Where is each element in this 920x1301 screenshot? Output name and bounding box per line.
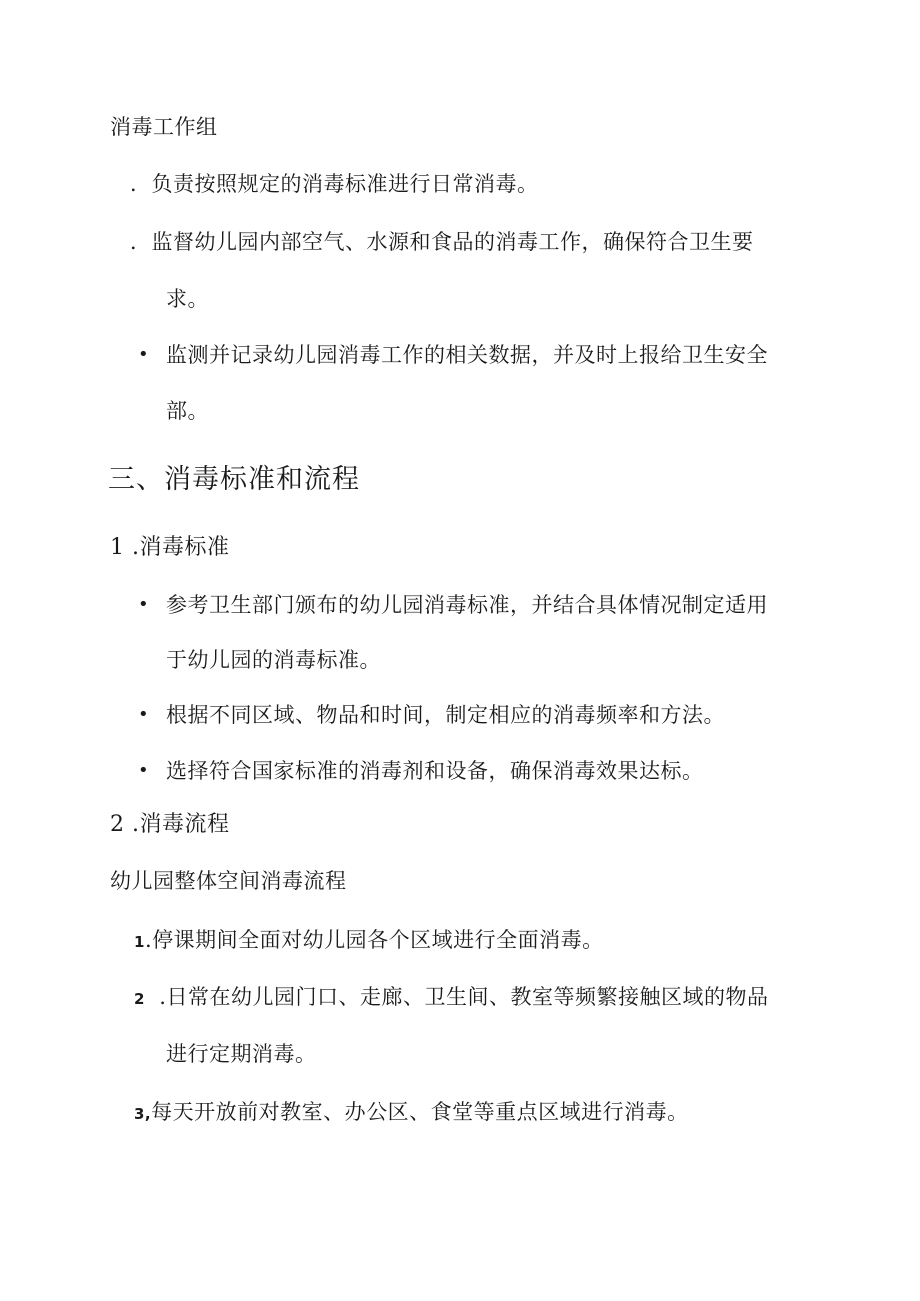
subsection-1-title (110, 533, 230, 563)
bullet-icon: • (138, 760, 149, 781)
group-bullet-line1: 监测并记录幼儿园消毒工作的相关数据，并及时上报给卫生安全 (166, 343, 768, 367)
standard-bullet-3: 选择符合国家标准的消毒剂和设备，确保消毒效果达标。 (166, 759, 704, 783)
process-step-3-text: 每天开放前对教室、办公区、食堂等重点区域进行消毒。 (151, 1100, 689, 1124)
bullet-icon: • (138, 704, 149, 725)
process-step-1-text: .停课期间全面对幼儿园各个区域进行全面消毒。 (144, 928, 604, 952)
process-step-1 (134, 925, 604, 957)
group-item-1: ．负责按照规定的消毒标准进行日常消毒。 (130, 172, 539, 196)
group-item-2: ．监督幼儿园内部空气、水源和食品的消毒工作，确保符合卫生要 (130, 230, 754, 254)
process-step-2 (134, 982, 768, 1014)
group-item-2-cont: 求。 (166, 287, 209, 311)
section-heading: 三、消毒标准和流程 (108, 464, 360, 495)
process-step-3 (134, 1097, 689, 1129)
process-step-1-number: 1 (134, 933, 145, 951)
standard-bullet-2: 根据不同区域、物品和时间，制定相应的消毒频率和方法。 (166, 703, 725, 727)
subsection-1-number: 1 (110, 535, 125, 560)
subsection-1-label: .消毒标准 (132, 535, 230, 560)
bullet-icon: • (138, 344, 149, 365)
group-title: 消毒工作组 (110, 115, 218, 139)
group-bullet-line2: 部。 (166, 399, 209, 423)
process-step-2-text: .日常在幼儿园门口、走廊、卫生间、教室等频繁接触区域的物品 (159, 985, 769, 1009)
subsection-2-label: .消毒流程 (132, 812, 230, 837)
process-step-3-number: 3, (134, 1105, 152, 1123)
bullet-icon: • (138, 594, 149, 615)
process-step-2-cont: 进行定期消毒。 (166, 1042, 317, 1066)
process-subtitle: 幼儿园整体空间消毒流程 (110, 869, 347, 893)
process-step-2-number: 2 (134, 990, 145, 1008)
standard-bullet-1-line2: 于幼儿园的消毒标准。 (166, 648, 381, 672)
subsection-2-number: 2 (110, 812, 125, 837)
subsection-2-title (110, 810, 230, 840)
standard-bullet-1-line1: 参考卫生部门颁布的幼儿园消毒标准，并结合具体情况制定适用 (166, 593, 768, 617)
